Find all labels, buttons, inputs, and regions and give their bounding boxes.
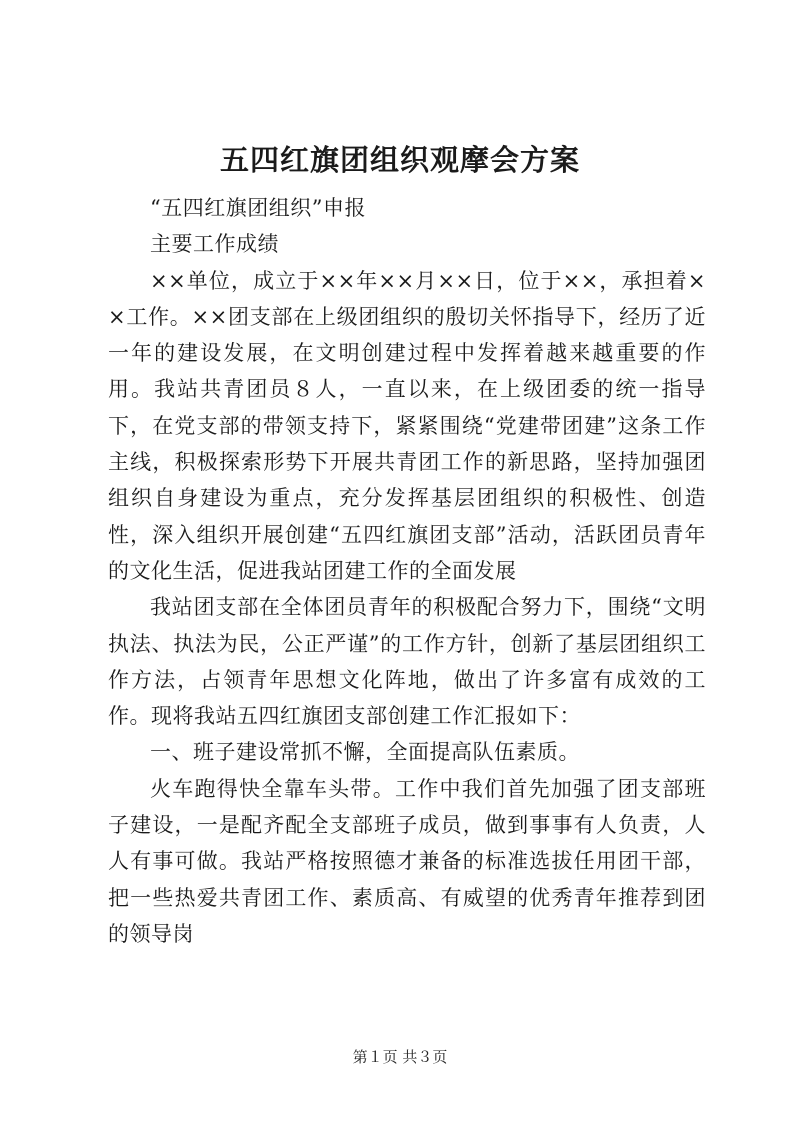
document-title: 五四红旗团组织观摩会方案	[219, 143, 580, 177]
paragraph-work-summary: 我站团支部在全体团员青年的积极配合努力下，围绕“文明执法、执法为民，公正严谨”的工作方针，创新了基层团组织工作方法，占领青年思想文化阵地，做出了许多富有成效的工作。现将我站五四红旗团支部创建工作汇报如下：	[108, 595, 706, 729]
document-body	[108, 190, 706, 952]
page-number-footer: 第１页 共３页	[352, 1048, 448, 1066]
paragraph-leadership-building: 火车跑得快全靠车头带。工作中我们首先加强了团支部班子建设，一是配齐配全支部班子成员，做到事事有人负责，人人有事可做。我站严格按照德才兼备的标准选拔任用团干部，把一些热爱共青团工作、素质高、有威望的优秀青年推荐到团的领导岗	[108, 776, 706, 946]
paragraph-unit-overview: ××单位，成立于××年××月××日，位于××，承担着××工作。××团支部在上级团组织的殷切关怀指导下，经历了近一年的建设发展，在文明创建过程中发挥着越来越重要的作用。我站共青团员８人，一直以来，在上级团委的统一指导下，在党支部的带领支持下，紧紧围绕“党建带团建”这条工作主线，积极探索形势下开展共青团工作的新思路，坚持加强团组织自身建设为重点，充分发挥基层团组织的积极性、创造性，深入组织开展创建“五四红旗团支部”活动，活跃团员青年的文化生活，促进我站团建工作的全面发展	[108, 268, 706, 583]
paragraph-achievements-heading: 主要工作成绩	[150, 232, 279, 257]
paragraph-application-heading: “五四红旗团组织”申报	[150, 196, 366, 220]
paragraph-section-one-heading: 一、班子建设常抓不懈，全面提高队伍素质。	[150, 740, 580, 765]
